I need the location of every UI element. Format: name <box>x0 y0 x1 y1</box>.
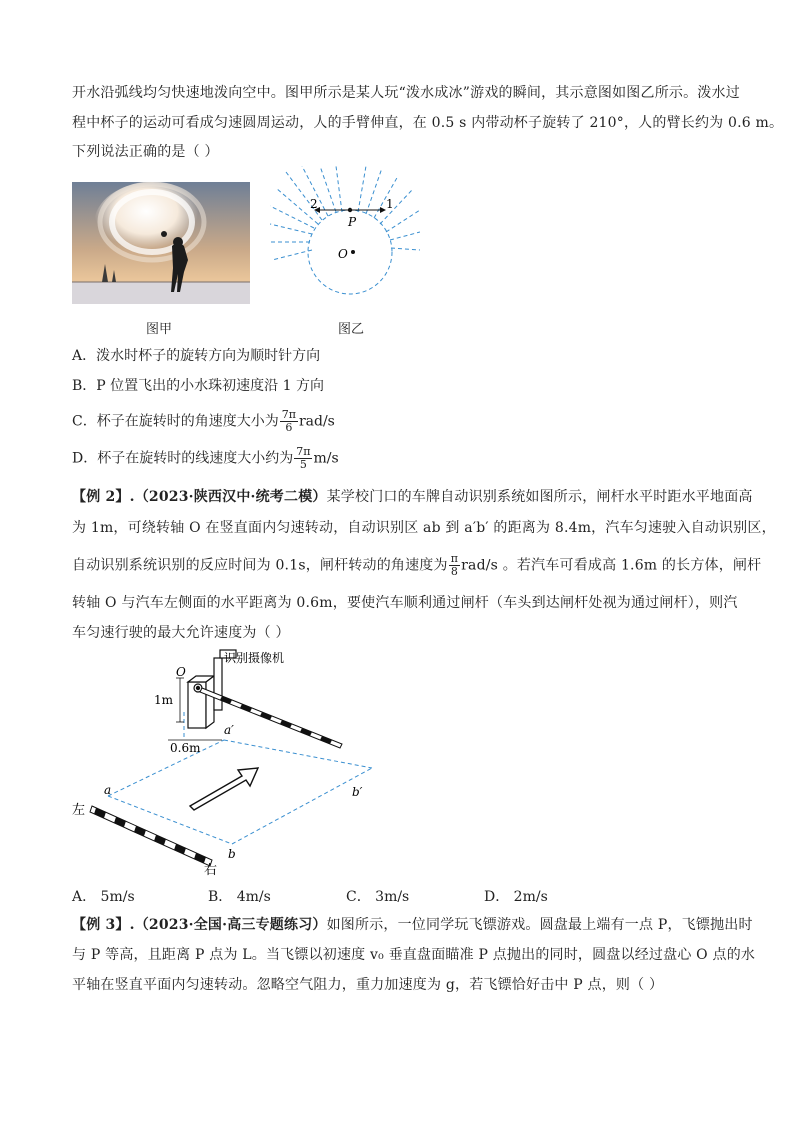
figure-a-photo <box>72 182 250 304</box>
label-right: 右 <box>204 863 218 876</box>
q2-line-1: 【例 2】.（2023·陕西汉中·统考二模）某学校门口的车牌自动识别系统如图所示，闸杆水平时距水平地面高 <box>72 489 753 505</box>
q1-option-d: D．杯子在旋转时的线速度大小约为 $\frac{7\pi}{5}$ m/s <box>72 445 339 471</box>
q1-option-c: C．杯子在旋转时的角速度大小为 $\frac{7\pi}{6}$ rad/s <box>72 408 335 434</box>
q3-line-1: 【例 3】.（2023·全国·高三专题练习）如图所示，一位同学玩飞镖游戏。圆盘最上端有一点 P，飞镖抛出时 <box>72 917 753 933</box>
q1-line-3: 下列说法正确的是（ ） <box>72 144 219 160</box>
label-distance: 0.6m <box>170 741 201 755</box>
q2-line-5: 车匀速行驶的最大允许速度为（ ） <box>72 625 290 641</box>
figure-b-diagram <box>270 166 420 310</box>
q2-answer-a: A． 5m/s <box>72 889 135 905</box>
figure-a-caption: 图甲 <box>146 322 173 337</box>
q3-line-2: 与 P 等高，且距离 P 点为 L。当飞镖以初速度 v₀ 垂直盘面瞄准 P 点抛出的同时，圆盘以经过盘心 O 点的水 <box>72 947 756 963</box>
label-left: 左 <box>72 803 86 818</box>
q1-option-a: A．泼水时杯子的旋转方向为顺时针方向 <box>72 348 321 364</box>
q2-answer-d: D． 2m/s <box>484 889 548 905</box>
label-1: 1 <box>386 197 394 211</box>
label-height: 1m <box>154 693 174 707</box>
label-a: a <box>104 783 112 797</box>
label-gate-O: O <box>176 665 186 679</box>
q3-tag: 【例 3】.（2023·全国·高三专题练习） <box>72 917 327 933</box>
label-b: b <box>228 847 236 861</box>
q3-line-3: 平轴在竖直平面内匀速转动。忽略空气阻力，重力加速度为 g，若飞镖恰好击中 P 点，则（ ） <box>72 977 664 993</box>
q2-answer-c: C． 3m/s <box>346 889 410 905</box>
label-2: 2 <box>310 197 318 211</box>
gate-diagram <box>72 648 392 880</box>
label-P: P <box>348 215 357 229</box>
q1-option-b: B．P 位置飞出的小水珠初速度沿 1 方向 <box>72 378 324 394</box>
q2-line-3: 自动识别系统识别的反应时间为 0.1s，闸杆转动的角速度为 $\frac{\pi}{8}$ rad/s 。若汽车可看成高 1.6m 的长方体，闸杆 <box>72 552 762 578</box>
q1-line-2: 程中杯子的运动可看成匀速圆周运动，人的手臂伸直，在 0.5 s 内带动杯子旋转了 210°，人的臂长约为 0.6 m。 <box>72 115 784 131</box>
label-camera: 识别摄像机 <box>224 651 285 665</box>
figure-b-caption: 图乙 <box>338 322 365 337</box>
q2-answers <box>0 886 794 906</box>
q2-tag: 【例 2】.（2023·陕西汉中·统考二模） <box>72 489 327 505</box>
q1-line-1: 开水沿弧线均匀快速地泼向空中。图甲所示是某人玩“泼水成冰”游戏的瞬间，其示意图如图乙所示。泼水过 <box>72 85 740 101</box>
label-b-prime: b′ <box>352 785 363 799</box>
label-O: O <box>338 247 348 261</box>
label-a-prime: a′ <box>224 723 234 737</box>
q2-answer-b: B． 4m/s <box>208 889 271 905</box>
q2-line-2: 为 1m，可绕转轴 O 在竖直面内匀速转动，自动识别区 ab 到 a′b′ 的距离为 8.4m，汽车匀速驶入自动识别区， <box>72 520 776 536</box>
q2-line-4: 转轴 O 与汽车左侧面的水平距离为 0.6m，要使汽车顺利通过闸杆（车头到达闸杆处视为通过闸杆），则汽 <box>72 595 738 611</box>
